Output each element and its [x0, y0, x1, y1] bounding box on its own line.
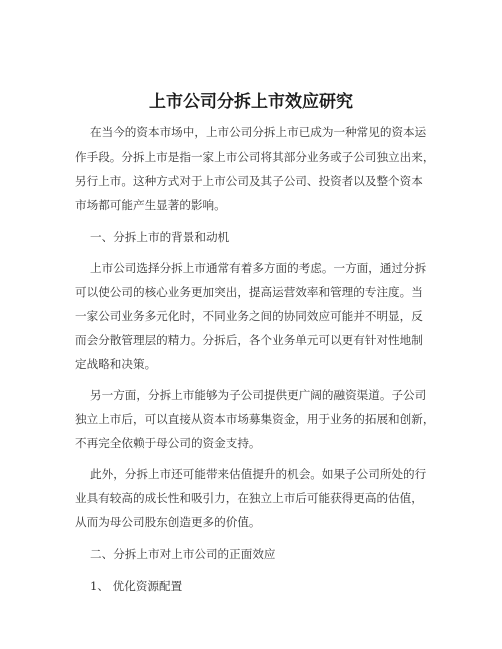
document-title: 上市公司分拆上市效应研究 [149, 92, 353, 112]
paragraph-line: 在当今的资本市场中，上市公司分拆上市已成为一种常见的资本运 [90, 125, 427, 139]
paragraph-line: 独立上市后，可以直接从资本市场募集资金，用于业务的拓展和创新， [75, 412, 435, 426]
paragraph-line: 一家公司业务多元化时，不同业务之间的协同效应可能并不明显，反 [75, 309, 423, 323]
paragraph-line: 另一方面，分拆上市能够为子公司提供更广阔的融资渠道。子公司 [90, 388, 427, 402]
paragraph-line: 另行上市。这种方式对于上市公司及其子公司、投资者以及整个资本 [75, 174, 423, 188]
paragraph-line: 作手段。分拆上市是指一家上市公司将其部分业务或子公司独立出来， [75, 150, 435, 164]
paragraph-line: 而会分散管理层的精力。分拆后，各个业务单元可以更有针对性地制 [75, 333, 423, 347]
subsection-heading: 1、 优化资源配置 [90, 579, 183, 593]
paragraph-line: 市场都可能产生显著的影响。 [75, 198, 226, 212]
paragraph-line: 定战略和决策。 [75, 357, 157, 371]
paragraph-line: 上市公司选择分拆上市通常有着多方面的考虑。一方面，通过分拆 [90, 261, 427, 275]
paragraph-line: 此外，分拆上市还可能带来估值提升的机会。如果子公司所处的行 [90, 467, 427, 481]
paragraph-line: 从而为母公司股东创造更多的价值。 [75, 515, 261, 529]
section-heading: 二、分拆上市对上市公司的正面效应 [90, 547, 276, 561]
paragraph-line: 业具有较高的成长性和吸引力，在独立上市后可能获得更高的估值， [75, 491, 423, 505]
paragraph-line: 不再完全依赖于母公司的资金支持。 [75, 436, 261, 450]
paragraph-line: 可以使公司的核心业务更加突出，提高运营效率和管理的专注度。当 [75, 285, 423, 299]
section-heading: 一、分拆上市的背景和动机 [90, 230, 230, 244]
